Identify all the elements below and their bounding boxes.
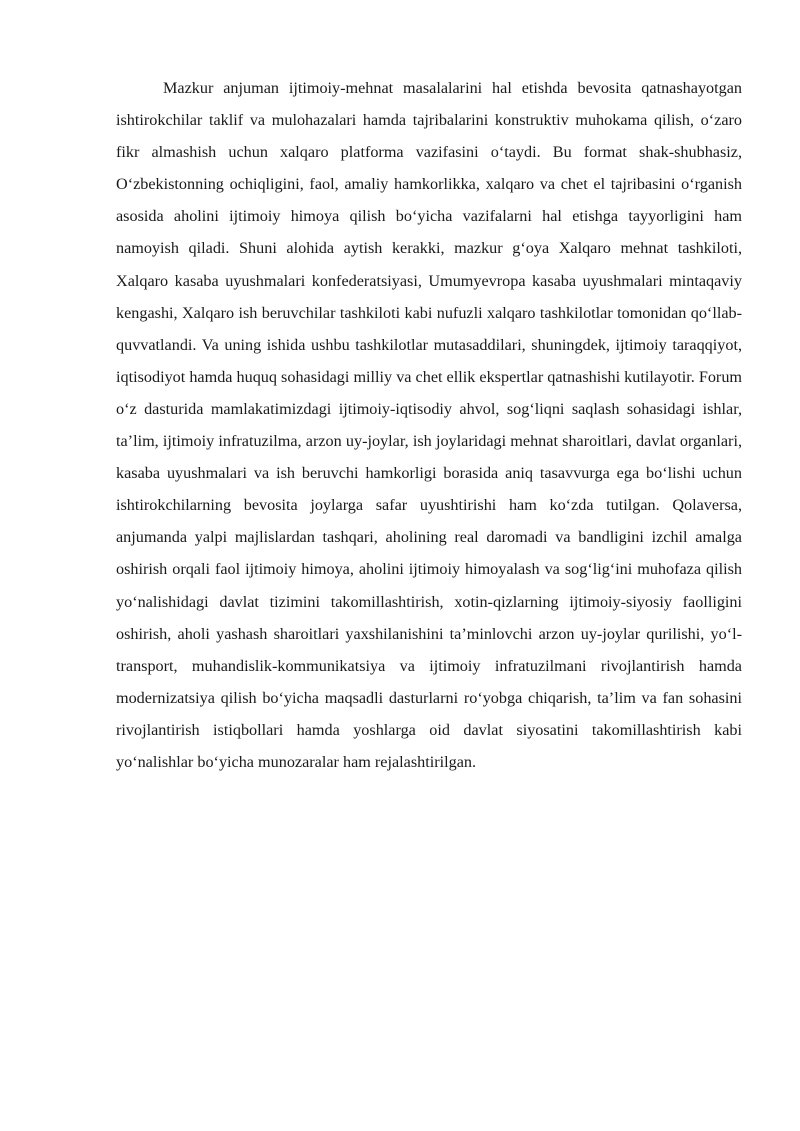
body-paragraph: Mazkur anjuman ijtimoiy-mehnat masalalarini hal etishda bevosita qatnashayotgan ishtirokchilar taklif va mulohazalari hamda tajribalarini konstruktiv muhokama qilish, o‘zaro fikr almashish uchun xalqaro platforma vazifasini o‘taydi. Bu format shak-shubhasiz, O‘zbekistonning ochiqligini, faol, amaliy hamkorlikka, xalqaro va chet el tajribasini o‘rganish asosida aholini ijtimoiy himoya qilish bo‘yicha vazifalarni hal etishga tayyorligini ham namoyish qiladi. Shuni alohida aytish kerakki, mazkur g‘oya Xalqaro mehnat tashkiloti, Xalqaro kasaba uyushmalari konfederatsiyasi, Umumyevropa kasaba uyushmalari mintaqaviy kengashi, Xalqaro ish beruvchilar tashkiloti kabi nufuzli xalqaro tashkilotlar tomonidan qo‘llab-quvvatlandi. Va uning ishida ushbu tashkilotlar mutasaddilari, shuningdek, ijtimoiy taraqqiyot, iqtisodiyot hamda huquq sohasidagi milliy va chet ellik ekspertlar qatnashishi kutilayotir. Forum o‘z dasturida mamlakatimizdagi ijtimoiy-iqtisodiy ahvol, sog‘liqni saqlash sohasidagi ishlar, ta’lim, ijtimoiy infratuzilma, arzon uy-joylar, ish joylaridagi mehnat sharoitlari, davlat organlari, kasaba uyushmalari va ish beruvchi hamkorligi borasida aniq tasavvurga ega bo‘lishi uchun ishtirokchilarning bevosita joylarga safar uyushtirishi ham ko‘zda tutilgan. Qolaversa, anjumanda yalpi majlislardan tashqari, aholining real daromadi va bandligini izchil amalga oshirish orqali faol ijtimoiy himoya, aholini ijtimoiy himoyalash va sog‘lig‘ini muhofaza qilish yo‘nalishidagi davlat tizimini takomillashtirish, xotin-qizlarning ijtimoiy-siyosiy faolligini oshirish, aholi yashash sharoitlari yaxshilanishini ta’minlovchi arzon uy-joylar qurilishi, yo‘l-transport, muhandislik-kommunikatsiya va ijtimoiy infratuzilmani rivojlantirish hamda modernizatsiya qilish bo‘yicha maqsadli dasturlarni ro‘yobga chiqarish, ta’lim va fan sohasini rivojlantirish istiqbollari hamda yoshlarga oid davlat siyosatini takomillashtirish kabi yo‘nalishlar bo‘yicha munozaralar ham rejalashtirilgan. bbox=[116, 79, 742, 771]
document-body bbox=[116, 72, 742, 778]
